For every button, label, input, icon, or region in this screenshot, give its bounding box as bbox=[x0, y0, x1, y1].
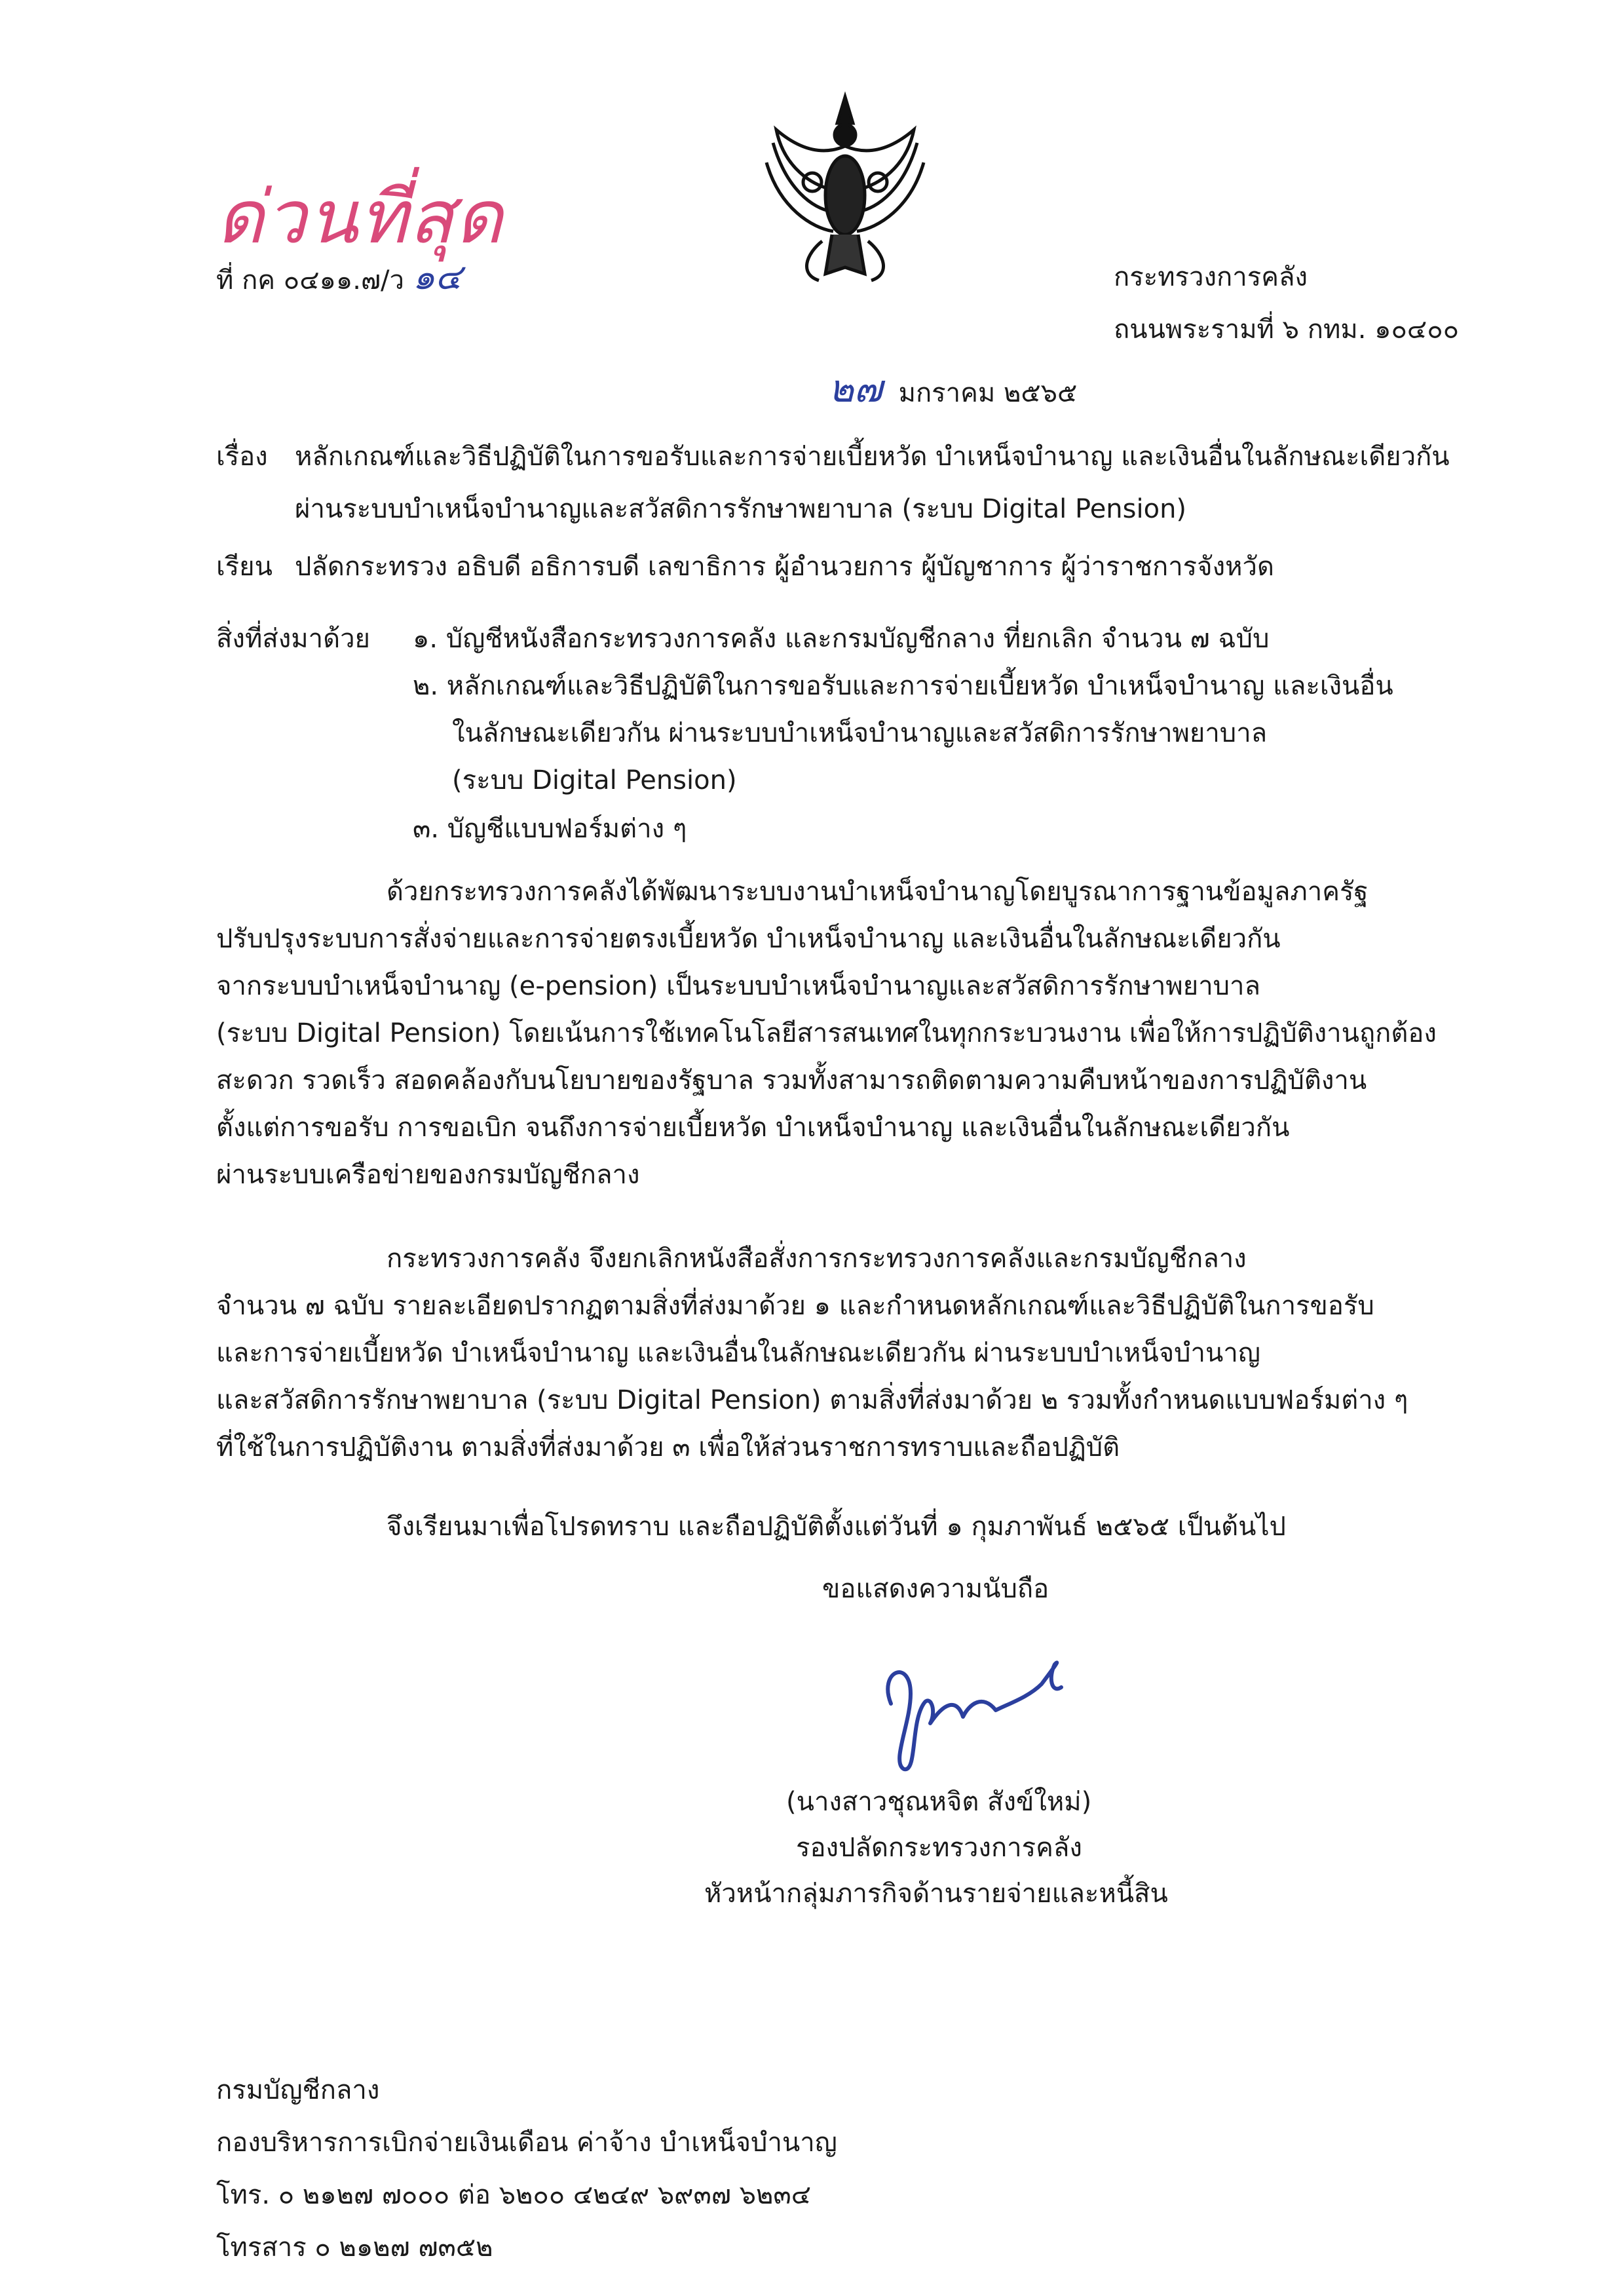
letter-date bbox=[829, 366, 1078, 411]
paragraph-1-line: ตั้งแต่การขอรับ การขอเบิก จนถึงการจ่ายเบี้ยหวัด บำเหน็จบำนาญ และเงินอื่นในลักษณะเดียวกัน bbox=[216, 1113, 1290, 1143]
addressee-label: เรียน bbox=[216, 552, 273, 582]
paragraph-1-line: จากระบบบำเหน็จบำนาญ (e-pension) เป็นระบบบำเหน็จบำนาญและสวัสดิการรักษาพยาบาล bbox=[216, 971, 1261, 1001]
reference-number bbox=[216, 256, 462, 297]
reference-handwritten-number: ๑๔ bbox=[412, 256, 462, 297]
footer-department: กรมบัญชีกลาง bbox=[216, 2075, 380, 2105]
signatory-name: (นางสาวชุณหจิต สังข์ใหม่) bbox=[786, 1787, 1092, 1817]
garuda-emblem-icon bbox=[760, 84, 930, 287]
paragraph-1-line: (ระบบ Digital Pension) โดยเน้นการใช้เทคโนโลยีสารสนเทศในทุกกระบวนงาน เพื่อให้การปฏิบัติงานถูกต้อง bbox=[216, 1018, 1437, 1048]
date-month-year: มกราคม ๒๕๖๕ bbox=[898, 378, 1078, 408]
paragraph-1-line: ด้วยกระทรวงการคลังได้พัฒนาระบบงานบำเหน็จบำนาญโดยบูรณาการฐานข้อมูลภาครัฐ bbox=[387, 877, 1369, 907]
paragraph-1-line: ผ่านระบบเครือข่ายของกรมบัญชีกลาง bbox=[216, 1160, 640, 1190]
footer-division: กองบริหารการเบิกจ่ายเงินเดือน ค่าจ้าง บำเหน็จบำนาญ bbox=[216, 2128, 837, 2158]
paragraph-1-line: สะดวก รวดเร็ว สอดคล้องกับนโยบายของรัฐบาล รวมทั้งสามารถติดตามความคืบหน้าของการปฏิบัติงาน bbox=[216, 1065, 1367, 1096]
enclosure-item-2-line-1: ๒. หลักเกณฑ์และวิธีปฏิบัติในการขอรับและการจ่ายเบี้ยหวัด บำเหน็จบำนาญ และเงินอื่น bbox=[413, 671, 1393, 701]
paragraph-2-line: จำนวน ๗ ฉบับ รายละเอียดปรากฏตามสิ่งที่ส่งมาด้วย ๑ และกำหนดหลักเกณฑ์และวิธีปฏิบัติในการขอรับ bbox=[216, 1291, 1374, 1321]
paragraph-2-line: กระทรวงการคลัง จึงยกเลิกหนังสือสั่งการกระทรวงการคลังและกรมบัญชีกลาง bbox=[387, 1244, 1247, 1274]
paragraph-2-line: ที่ใช้ในการปฏิบัติงาน ตามสิ่งที่ส่งมาด้วย ๓ เพื่อให้ส่วนราชการทราบและถือปฏิบัติ bbox=[216, 1432, 1120, 1463]
footer-fax: โทรสาร ๐ ๒๑๒๗ ๗๓๕๒ bbox=[216, 2232, 493, 2263]
addressee-text: ปลัดกระทรวง อธิบดี อธิการบดี เลขาธิการ ผู้อำนวยการ ผู้บัญชาการ ผู้ว่าราชการจังหวัด bbox=[295, 552, 1274, 582]
subject-line-1: หลักเกณฑ์และวิธีปฏิบัติในการขอรับและการจ่ายเบี้ยหวัด บำเหน็จบำนาญ และเงินอื่นในลักษณะเดียวกัน bbox=[295, 442, 1450, 472]
handwritten-signature bbox=[865, 1632, 1081, 1782]
sender-address: ถนนพระรามที่ ๖ กทม. ๑๐๔๐๐ bbox=[1114, 315, 1460, 345]
urgency-stamp: ด่วนที่สุด bbox=[216, 175, 504, 260]
signatory-position-1: รองปลัดกระทรวงการคลัง bbox=[796, 1833, 1082, 1863]
paragraph-2-line: และการจ่ายเบี้ยหวัด บำเหน็จบำนาญ และเงินอื่นในลักษณะเดียวกัน ผ่านระบบบำเหน็จบำนาญ bbox=[216, 1338, 1260, 1368]
enclosure-item-1: ๑. บัญชีหนังสือกระทรวงการคลัง และกรมบัญชีกลาง ที่ยกเลิก จำนวน ๗ ฉบับ bbox=[413, 624, 1270, 654]
enclosure-item-2-line-3: (ระบบ Digital Pension) bbox=[452, 765, 737, 795]
body-paragraph-3: จึงเรียนมาเพื่อโปรดทราบ และถือปฏิบัติตั้งแต่วันที่ ๑ กุมภาพันธ์ ๒๕๖๕ เป็นต้นไป bbox=[387, 1512, 1286, 1542]
subject-label: เรื่อง bbox=[216, 442, 268, 472]
body-paragraph-1 bbox=[216, 868, 1481, 1198]
enclosures-label: สิ่งที่ส่งมาด้วย bbox=[216, 624, 370, 654]
enclosure-item-2-line-2: ในลักษณะเดียวกัน ผ่านระบบบำเหน็จบำนาญและสวัสดิการรักษาพยาบาล bbox=[452, 718, 1268, 748]
footer-phone: โทร. ๐ ๒๑๒๗ ๗๐๐๐ ต่อ ๖๒๐๐ ๔๒๔๙ ๖๙๓๗ ๖๒๓๔ bbox=[216, 2180, 811, 2210]
signatory-position-2: หัวหน้ากลุ่มภารกิจด้านรายจ่ายและหนี้สิน bbox=[704, 1879, 1168, 1909]
subject-line-2: ผ่านระบบบำเหน็จบำนาญและสวัสดิการรักษาพยาบาล (ระบบ Digital Pension) bbox=[295, 494, 1187, 524]
paragraph-1-line: ปรับปรุงระบบการสั่งจ่ายและการจ่ายตรงเบี้ยหวัด บำเหน็จบำนาญ และเงินอื่นในลักษณะเดียวกัน bbox=[216, 924, 1281, 954]
sender-ministry: กระทรวงการคลัง bbox=[1114, 262, 1308, 292]
reference-prefix: ที่ กค ๐๔๑๑.๗/ว bbox=[216, 265, 404, 296]
date-day-handwritten: ๒๗ bbox=[829, 366, 882, 411]
body-paragraph-2 bbox=[216, 1235, 1481, 1471]
paragraph-2-line: และสวัสดิการรักษาพยาบาล (ระบบ Digital Pension) ตามสิ่งที่ส่งมาด้วย ๒ รวมทั้งกำหนดแบบฟอร์มต่าง ๆ bbox=[216, 1385, 1408, 1415]
enclosure-item-3: ๓. บัญชีแบบฟอร์มต่าง ๆ bbox=[413, 814, 687, 844]
closing-regards: ขอแสดงความนับถือ bbox=[822, 1574, 1049, 1604]
